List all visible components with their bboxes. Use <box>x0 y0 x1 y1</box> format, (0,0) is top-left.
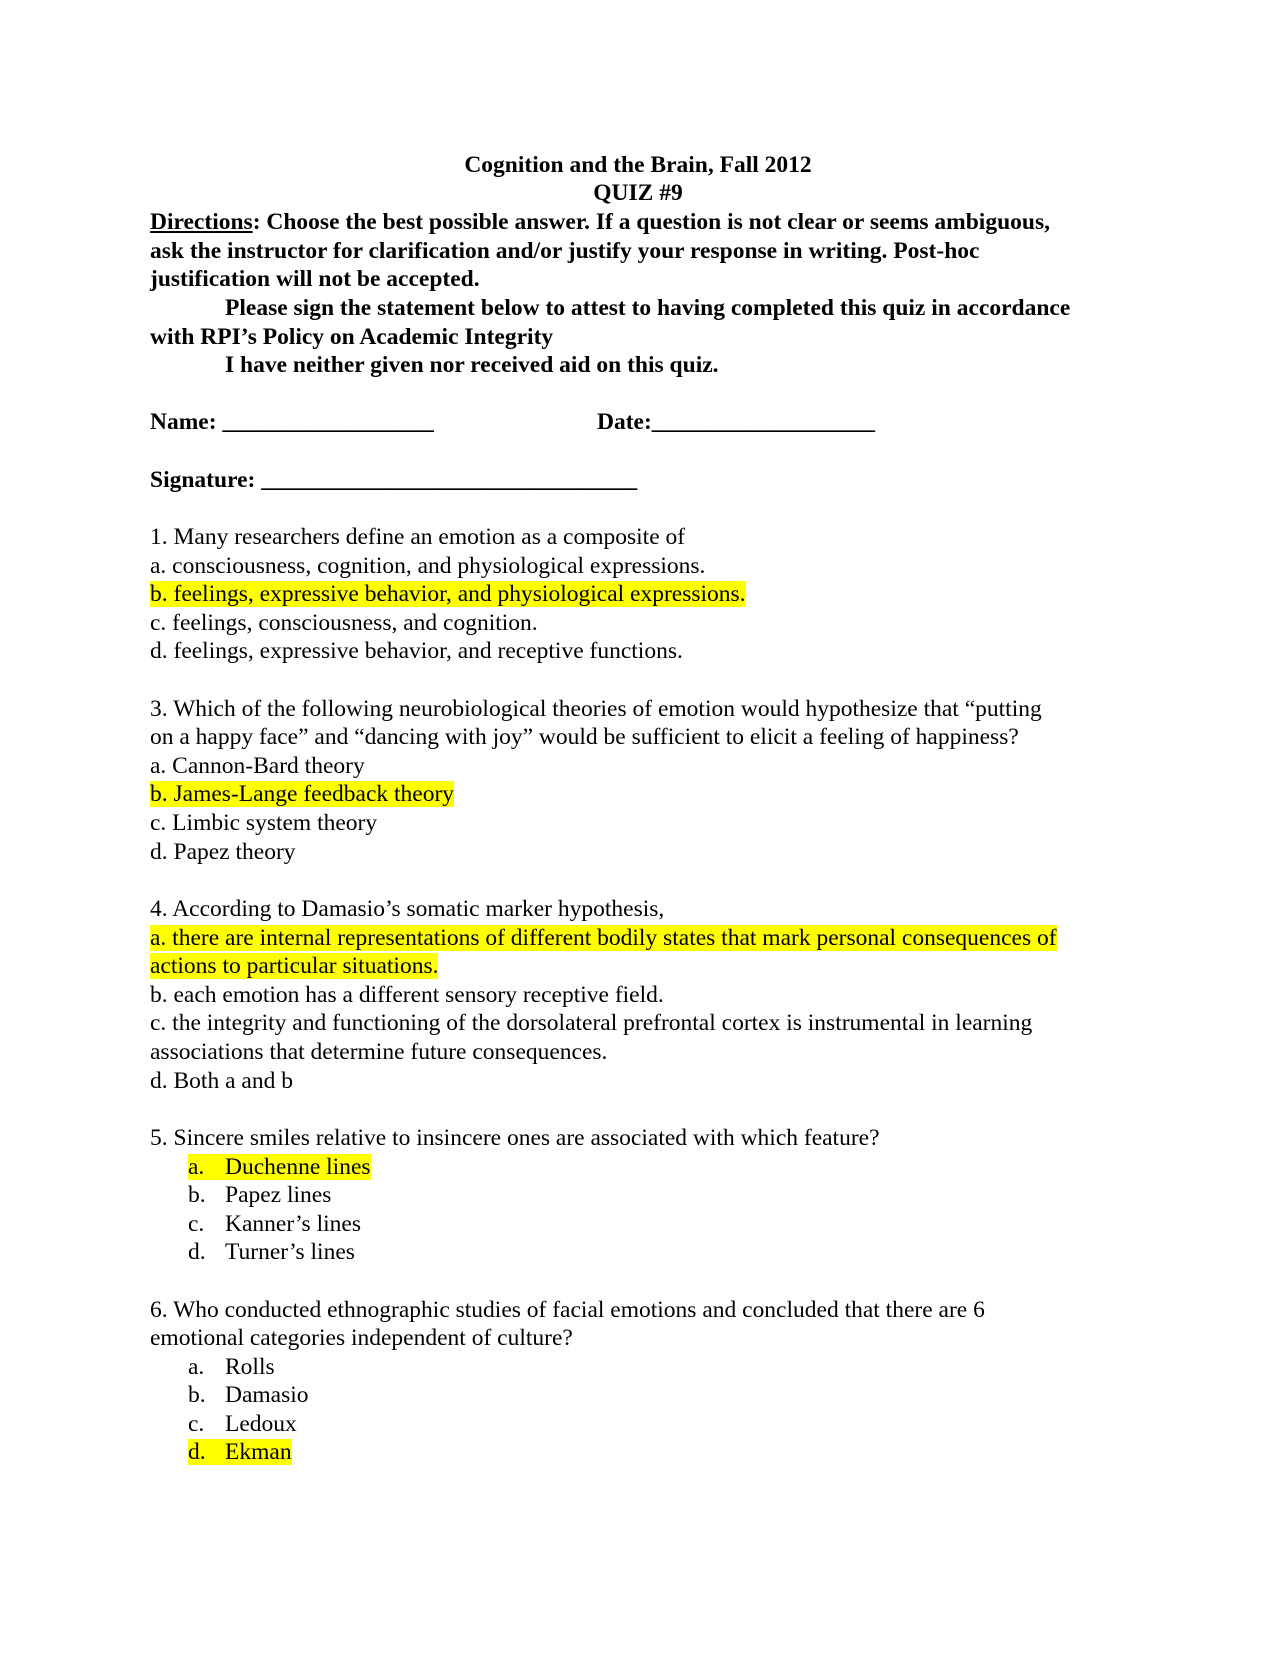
answer-highlight: actions to particular situations. <box>150 953 439 979</box>
question-3-stem-2: on a happy face” and “dancing with joy” would be sufficient to elicit a feeling of happiness? <box>150 724 1019 750</box>
option-letter: a. <box>188 1354 205 1380</box>
question-6-stem-1: 6. Who conducted ethnographic studies of facial emotions and concluded that there are 6 <box>150 1297 985 1323</box>
question-3-option-c: c. Limbic system theory <box>150 810 378 836</box>
option-text: Damasio <box>225 1382 309 1408</box>
answer-highlight: a. there are internal representations of different bodily states that mark personal consequences of <box>150 925 1057 951</box>
option-letter: a. <box>188 1154 205 1180</box>
question-4-option-b: b. each emotion has a different sensory receptive field. <box>150 982 664 1008</box>
option-letter: d. <box>188 1439 206 1465</box>
option-text: Papez lines <box>225 1182 332 1208</box>
quiz-title: QUIZ #9 <box>593 180 683 206</box>
question-6-option-c <box>188 1410 297 1438</box>
question-1-option-a: a. consciousness, cognition, and physiological expressions. <box>150 553 706 579</box>
directions-label: Directions <box>150 209 253 235</box>
directions-line-3: justification will not be accepted. <box>150 266 480 292</box>
directions-line-4: Please sign the statement below to attest to having completed this quiz in accordance <box>225 295 1071 321</box>
question-6-option-a <box>188 1353 275 1381</box>
question-4-option-c-line-1: c. the integrity and functioning of the dorsolateral prefrontal cortex is instrumental in learning <box>150 1010 1033 1036</box>
question-5-option-c <box>188 1210 361 1238</box>
option-letter: b. <box>188 1182 206 1208</box>
answer-highlight: b. feelings, expressive behavior, and physiological expressions. <box>150 581 746 607</box>
question-5-stem: 5. Sincere smiles relative to insincere ones are associated with which feature? <box>150 1125 880 1151</box>
question-5-option-d <box>188 1238 355 1266</box>
option-text: Turner’s lines <box>225 1239 355 1265</box>
question-1-option-d: d. feelings, expressive behavior, and receptive functions. <box>150 638 683 664</box>
directions-line-2: ask the instructor for clarification and/or justify your response in writing. Post-hoc <box>150 238 980 264</box>
question-4-option-a-line-2 <box>150 952 438 980</box>
question-6-option-d <box>188 1438 292 1466</box>
question-4-stem: 4. According to Damasio’s somatic marker hypothesis, <box>150 896 665 922</box>
signature-field[interactable]: Signature: ________________________________ <box>150 467 638 493</box>
option-text: Kanner’s lines <box>225 1211 361 1237</box>
question-4-option-a-line-1 <box>150 924 1057 952</box>
directions-line-1 <box>150 208 1050 236</box>
option-text: Duchenne lines <box>225 1154 371 1180</box>
question-3-stem-1: 3. Which of the following neurobiological theories of emotion would hypothesize that “putting <box>150 696 1042 722</box>
question-5-option-b <box>188 1181 331 1209</box>
honor-statement: I have neither given nor received aid on this quiz. <box>225 352 719 378</box>
question-5-option-a <box>188 1153 371 1181</box>
question-3-option-b <box>150 780 454 808</box>
question-6-option-b <box>188 1381 309 1409</box>
answer-highlight <box>188 1439 292 1465</box>
question-3-option-a: a. Cannon-Bard theory <box>150 753 365 779</box>
question-6-stem-2: emotional categories independent of culture? <box>150 1325 573 1351</box>
course-title: Cognition and the Brain, Fall 2012 <box>464 152 812 178</box>
question-3-option-d: d. Papez theory <box>150 839 296 865</box>
option-letter: b. <box>188 1382 206 1408</box>
option-letter: c. <box>188 1411 205 1437</box>
question-4-option-c-line-2: associations that determine future consequences. <box>150 1039 608 1065</box>
option-text: Ekman <box>225 1439 292 1465</box>
question-1-option-b <box>150 580 746 608</box>
question-1-stem: 1. Many researchers define an emotion as a composite of <box>150 524 686 550</box>
option-text: Ledoux <box>225 1411 297 1437</box>
option-letter: d. <box>188 1239 206 1265</box>
question-4-option-d: d. Both a and b <box>150 1068 293 1094</box>
directions-line-5: with RPI’s Policy on Academic Integrity <box>150 324 554 350</box>
answer-highlight: b. James-Lange feedback theory <box>150 781 455 807</box>
name-field[interactable]: Name: __________________ <box>150 409 434 435</box>
question-1-option-c: c. feelings, consciousness, and cognition. <box>150 610 538 636</box>
option-letter: c. <box>188 1211 205 1237</box>
directions-text-1: : Choose the best possible answer. If a question is not clear or seems ambiguous, <box>252 209 1051 235</box>
answer-highlight <box>188 1154 371 1180</box>
date-field[interactable]: Date:___________________ <box>597 409 876 435</box>
option-text: Rolls <box>225 1354 275 1380</box>
